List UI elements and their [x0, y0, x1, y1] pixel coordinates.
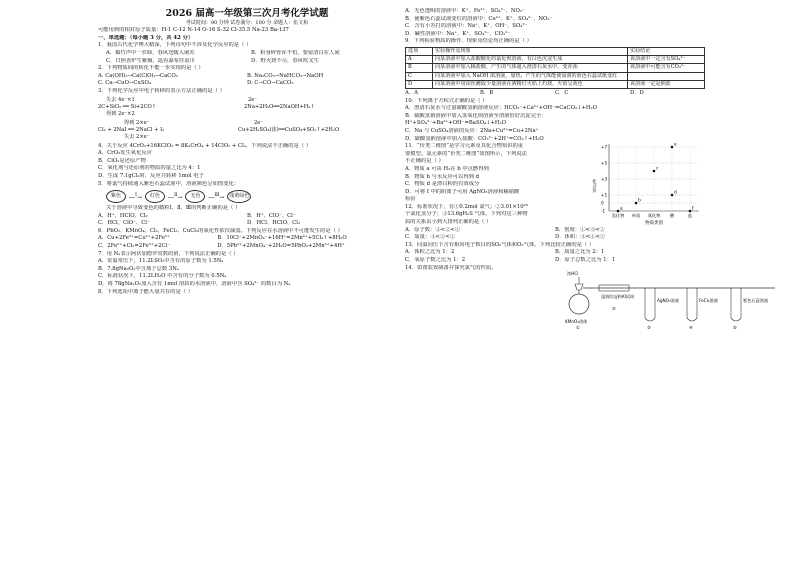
- q4-option-b: B．ClO₂是还原产物: [98, 157, 146, 164]
- question-5: 5．将氯气持续通入紫色石蕊试液中，溶液颜色呈如图变化：: [98, 180, 240, 187]
- atomic-masses: 可能用到的相对原子质量：H-1 C-12 N-14 O-16 S-32 Cl-35.5 Na-23 Ba-137: [98, 27, 289, 34]
- table-row: [406, 72, 705, 80]
- q10-option-c: C．Na 与 CuSO₄溶液的反应：2Na+Cu²⁺=Cu+2Na⁺: [405, 127, 539, 134]
- q7-option-a: A．常温常压下，11.2LSO₂中含有的原子数为 1.5Nₐ: [98, 258, 224, 265]
- q3-c-bottom: 失去 2×e⁻: [124, 133, 150, 140]
- q12-option-b: B．密度：①<③<②: [555, 226, 605, 233]
- q2-option-c: C. Cu→CuO→CuSO₄: [98, 80, 151, 87]
- q9-option-d: D．D: [630, 89, 644, 96]
- question-3: 3．下列化学反应中电子转移的表示方法正确的是（ ）: [98, 87, 225, 94]
- question-7: 7．用 Nₐ表示阿伏加德罗常数的值，下列说法正确的是（ ）: [98, 250, 239, 257]
- round-flask: [569, 294, 589, 314]
- q3-d-equation: Cu+2H₂SO₄(浓)══CuSO₄+SO₂↑+2H₂O: [238, 126, 340, 133]
- table-cell: 向某溶液中加入盐酸酸化的氯化钡溶液，有白色沉淀生成: [433, 56, 628, 64]
- question-6: 6．PbO₂、KMnO₄、Cl₂、FeCl₃、CuCl₂的氧化性依次减弱。下列反应在水溶液中不可能发生的是（ ）: [98, 227, 343, 234]
- y-axis-label: 化合价: [591, 179, 597, 193]
- x-tick-label: 氧化物: [647, 213, 661, 219]
- y-tick-label: -1: [601, 208, 606, 214]
- flow-purple: 紫色: [106, 190, 126, 203]
- apparatus-label-kmno4: KMnO₄固体: [565, 319, 588, 325]
- question-13: 13．同温同压下含有相同电子数目的SO₂气体和O₂气体，下列比较正确的是（ ）: [405, 241, 595, 248]
- q11-line1: 11．“价类二维图”是学习元素及其化合物知识的重: [405, 143, 524, 150]
- y-tick-label: +1: [601, 192, 608, 198]
- apparatus-num-4: ④: [689, 325, 693, 331]
- table-cell: 向某溶液中加入稀盐酸，产生的气体通入澄清石灰水中，变浑浊: [433, 64, 628, 72]
- q11-option-c: C．物质 d 是漂白粉的有效成分: [405, 181, 480, 188]
- q3-b-equation: 2Na+2H₂O══2NaOH+H₂↑: [244, 103, 315, 110]
- flow-arrow-2: ―$^Ⅱ$→: [168, 191, 183, 201]
- data-point: [635, 202, 638, 205]
- x-tick-label: 盐: [687, 213, 693, 219]
- q11-line3: 不正确的是（ ）: [405, 158, 444, 165]
- apparatus-diagram: [565, 268, 794, 330]
- question-2: 2．下列物质间的转化不能一步实现的是（ ）: [98, 65, 204, 72]
- table-header: 实验操作及现象: [433, 47, 628, 55]
- test-tube-litmus: [731, 288, 741, 321]
- q3-b-top: 2e⁻: [248, 96, 258, 103]
- left-column: [98, 0, 396, 296]
- q8-option-b: B．使紫色石蕊试液变红的溶液中：Cu²⁺、K⁺、SO₄²⁻、NO₃⁻: [405, 15, 553, 22]
- q2-option-d: D. C→CO→CaCO₃: [247, 80, 294, 87]
- point-label: a: [620, 206, 623, 212]
- x-tick-label: 单质: [631, 213, 641, 219]
- point-label: f: [692, 206, 694, 212]
- table-row: [406, 64, 705, 72]
- q6-option-a: A．Cu+2Fe³⁺=Cu²⁺+2Fe²⁺: [98, 235, 170, 242]
- apparatus-label-hcl: 浓HCl: [567, 271, 579, 277]
- q1-option-a: A．爆竹声中一岁除，春风送暖入屠苏: [106, 49, 195, 56]
- q3-equations-ab: [98, 97, 396, 119]
- q11-line2: 要模型。氯元素的“价类二维图”如图所示，下列说法: [405, 150, 527, 157]
- q13-option-b: B．质量之比为 2：1: [555, 249, 605, 256]
- q9-option-a: A．A: [405, 89, 418, 96]
- table-row: [406, 80, 705, 88]
- q8-option-d: D．碱性溶液中：Na⁺、K⁺、SO₄²⁻、CO₃²⁻: [405, 30, 511, 37]
- y-tick-label: 0: [601, 200, 604, 206]
- exam-info: 考试时间：90 分钟 试卷满分：100 分 命题人：伍文和: [185, 19, 309, 26]
- q10-option-b-line1: B．硫酸氢钠溶液中加入氢氧化钡溶液至溶液恰好沉淀完全：: [405, 112, 547, 119]
- q6-option-c: C．2Fe²⁺+Cl₂=2Fe³⁺+2Cl⁻: [98, 243, 171, 250]
- table-cell: 该溶液中可能含有CO₃²⁻: [628, 64, 705, 72]
- point-label: d: [674, 190, 677, 196]
- table-cell: D: [406, 80, 433, 88]
- q12-option-d: D．体积：③<①<②: [555, 234, 606, 241]
- right-column: [405, 8, 769, 334]
- test-tube-agno3: [645, 288, 655, 321]
- q2-option-b: B. Na₂CO₃→NaHCO₃→NaOH: [247, 72, 324, 79]
- exam-title: 2026 届高一年级第三次月考化学试题: [165, 8, 329, 19]
- q4-option-c: C．氧化剂与还原剂的物质的量之比为 4：1: [98, 165, 201, 172]
- q10-option-b-line2: H⁺+SO₄²⁻+Ba²⁺+OH⁻=BaSO₄↓+H₂O: [405, 120, 507, 127]
- table-row: [406, 56, 705, 64]
- q11-option-b: B．物质 b 与水反应可以得到 d: [405, 173, 479, 180]
- point-label: b: [638, 198, 641, 204]
- q5-option-d: D．HCl、HClO、Cl₂: [247, 220, 301, 227]
- question-14: 14．如图装置制备并探究氯气的性质。: [405, 264, 497, 271]
- q9-option-c: C．C: [555, 89, 569, 96]
- q7-option-c: C．标准状况下，11.2LH₂O 中含有的分子数为 0.5Nₐ: [98, 273, 227, 280]
- q13-option-c: C．氧原子数之比为 1：2: [405, 257, 466, 264]
- q12-line1: 12．标准状况下，有①0.2mol 氯气；②3.01×10²³: [405, 203, 528, 210]
- q10-option-a: A．澄清石灰水与过量碳酸氢钠溶液反应：HCO₃⁻+Ca²⁺+OH⁻=CaCO₃↓+H₂O: [405, 105, 597, 112]
- apparatus-num-5: ⑤: [733, 325, 737, 331]
- table-header: 实验结论: [628, 47, 705, 55]
- flow-arrow-1: ―$^Ⅰ$→: [129, 191, 143, 201]
- data-point: [617, 210, 620, 213]
- question-9: 9．下列检验物质的操作、现象及结论均正确的是（ ）: [405, 38, 532, 45]
- valence-class-chart: [591, 141, 703, 229]
- flow-red: 红色: [145, 190, 165, 203]
- table-cell: 该溶液一定是钠盐: [628, 80, 705, 88]
- table-cell: A: [406, 56, 433, 64]
- q8-option-a: A．无色透明的溶液中：K⁺、Fe²⁺、SO₄²⁻、NO₃⁻: [405, 8, 525, 14]
- y-tick-label: +5: [601, 160, 608, 166]
- apparatus-label-agno3: AgNO₃溶液: [657, 298, 680, 304]
- x-axis-label: 物质类别: [645, 221, 663, 227]
- table-cell: C: [406, 72, 433, 80]
- q1-option-d: D．野火烧不尽，春风吹又生: [251, 57, 319, 64]
- table-cell: [628, 72, 705, 80]
- flow-colorless: 无色: [185, 190, 205, 203]
- color-change-flow: [106, 190, 396, 203]
- q3-c-equation: Cl₂ + 2NaI ══ 2NaCl + I₂: [98, 126, 165, 133]
- q12-option-a: A．原子数：③<②<①: [405, 226, 461, 233]
- section-heading: 一、单选题：（每小题 3 分，共 42 分）: [98, 34, 194, 41]
- q3-equations-cd: [98, 120, 396, 142]
- apparatus-num-2: ②: [612, 306, 616, 312]
- data-point: [689, 210, 692, 213]
- apparatus-num-3: ③: [647, 325, 651, 331]
- point-label: e: [674, 142, 677, 148]
- dropping-funnel: [575, 277, 583, 290]
- q11-option-a: A．物质 a 可由 H₂在 b 中点燃得到: [405, 165, 489, 172]
- q12-line3: 质的关系由小到大排列正确的是（ ）: [405, 219, 492, 226]
- data-point: [653, 170, 656, 173]
- table-cell: 向某溶液中加入 NaOH 浓溶液，加热，产生的气体能使湿润的蓝色石蕊试纸变红: [433, 72, 628, 80]
- table-cell: 向某溶液中用铂丝蘸取少量溶液在酒精灯火焰上灼烧，火焰呈黄色: [433, 80, 628, 88]
- q9-option-b: B．B: [480, 89, 494, 96]
- q13-option-d: D．原子总数之比为 1：1: [555, 257, 616, 264]
- q1-option-c: C．日照香炉生紫烟，遥看瀑布挂前川: [106, 57, 195, 64]
- q11-option-d2: 检验: [405, 196, 416, 203]
- apparatus-label-paper: 湿润的淀粉KI试纸: [601, 294, 635, 300]
- q6-option-d: D．5Pb²⁺+2MnO₄⁻+2H₂O=5PbO₂+2Mn²⁺+4H⁺: [217, 243, 345, 250]
- apparatus-label-fecl2: FeCl₂溶液: [699, 298, 718, 304]
- q12-option-c: C．质量：③<②<①: [405, 234, 456, 241]
- q7-option-d: D．将 78gNa₂O₂加入含有 1mol 溶质的水溶液中，溶液中含 SO₄²⁻ 的数目为 Nₐ: [98, 281, 291, 288]
- question-4: 4．关于反应 4CrO₃+16KClO₃ = 8K₂CrO₄ + 14ClO₂ + Cl₂，下列说法不正确的是（ ）: [98, 142, 312, 149]
- q7-option-b: B．7.8gNa₂O₂中含离子总数 3Nₐ: [98, 265, 179, 272]
- x-tick-label: 氢化物: [611, 213, 625, 219]
- test-tube-fecl2: [687, 288, 697, 321]
- table-row: [406, 47, 705, 55]
- question-10: 10．下列离子方程式正确的是（ ）: [405, 97, 488, 104]
- q5-option-c: C．HCl、ClO⁻、Cl⁻: [98, 220, 150, 227]
- apparatus-num-1: ①: [576, 325, 580, 331]
- table-cell: 该溶液中一定含有SO₄²⁻: [628, 56, 705, 64]
- q3-a-top: 失去 4e⁻×1: [106, 96, 135, 103]
- q10-option-d: D．碳酸氢钠溶液中加入盐酸：CO₃²⁻+2H⁺=CO₂↑+H₂O: [405, 135, 544, 142]
- q3-a-equation: 2C+SiO₂ ══ Si+2CO↑: [98, 103, 157, 110]
- x-tick-label: 酸: [669, 213, 675, 219]
- q3-d-top: 2e⁻: [254, 119, 264, 126]
- question-1: 1．我国古代化学博大精深，下列诗句中不涉及化学反应的是（ ）: [98, 42, 252, 49]
- q9-table: [405, 47, 705, 89]
- q5-option-b: B．H⁺、ClO⁻、Cl⁻: [247, 212, 296, 219]
- question-8: 8．下列选项中离子能大量共存的是（ ）: [98, 288, 194, 295]
- q13-option-a: A．体积之比为 1：2: [405, 249, 455, 256]
- apparatus-label-litmus: 紫色石蕊溶液: [743, 298, 769, 304]
- q5-option-a: A．H⁺、HClO、Cl₂: [98, 212, 148, 219]
- table-cell: B: [406, 64, 433, 72]
- flow-arrow-3: ―$^Ⅲ$→: [208, 191, 225, 201]
- q3-c-top: 得到 2×e⁻: [124, 119, 150, 126]
- q4-option-d: D．生成 7.1gCl₂时，反应共转移 1mol 电子: [98, 172, 204, 179]
- q5-text: 关于溶液中导致变色的微粒Ⅰ、Ⅱ、Ⅲ的判断正确的是（ ）: [106, 205, 241, 212]
- data-point: [671, 146, 674, 149]
- q6-option-b: B．10Cl⁻+2MnO₄⁻+16H⁺=2Mn²⁺+5Cl₂↑+8H₂O: [217, 235, 347, 242]
- q1-option-b: B．粉身碎骨浑不怕，要留清白在人间: [251, 49, 340, 56]
- table-header: 选项: [406, 47, 433, 55]
- data-point: [671, 194, 674, 197]
- flow-pale-yellow-green: 浅黄绿色: [227, 190, 251, 203]
- y-tick-label: +7: [601, 144, 608, 150]
- q4-option-a: A．CrO₃发生氧化反应: [98, 150, 152, 157]
- q8-option-c: C．含有小苏打的溶液中：Na⁺、K⁺、OH⁻、SO₄²⁻: [405, 23, 528, 30]
- q3-a-bottom: 得到 2e⁻×2: [106, 110, 135, 117]
- q11-option-d1: D．可将 f 中的阴离子可用 AgNO₃溶液和稀硝酸: [405, 188, 520, 195]
- question-11-block: [405, 143, 705, 227]
- point-label: c: [656, 166, 659, 172]
- q12-line2: 个氯化氢分子；③13.6gH₂S 气体，下列对这三种物: [405, 211, 528, 218]
- y-tick-label: +3: [601, 176, 608, 182]
- q2-option-a: A. Ca(OH)₂→Ca(ClO)₂→CaCO₃: [98, 72, 178, 79]
